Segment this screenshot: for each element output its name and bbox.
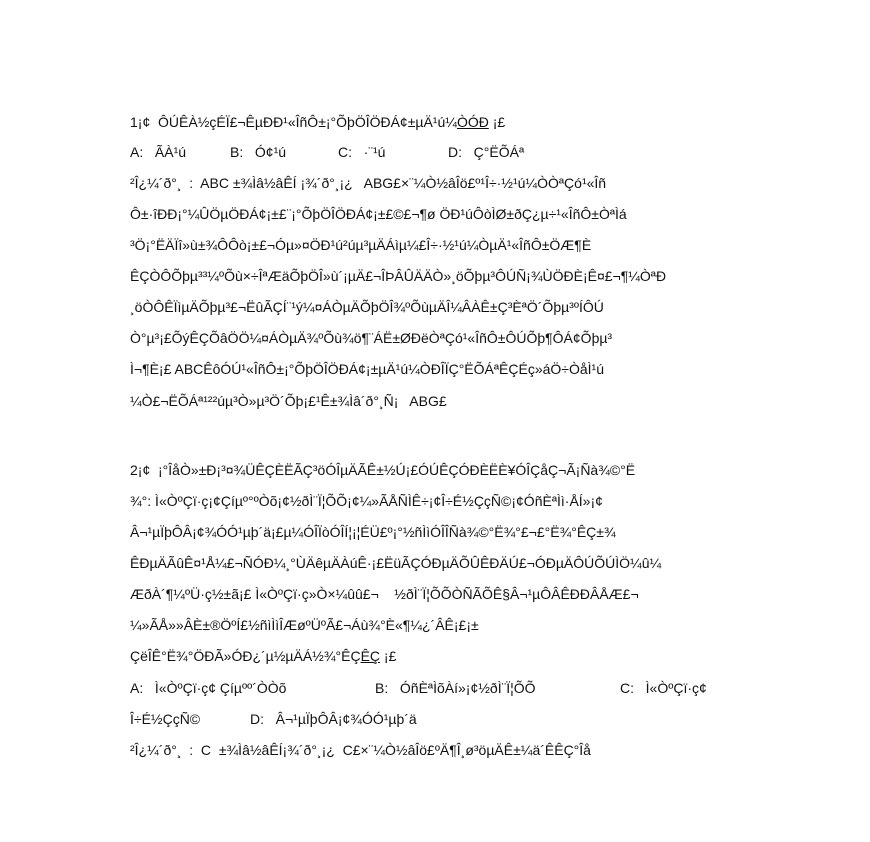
question-2-stem-end: ¡£ [380,648,397,664]
option-b [375,679,620,697]
option-c-letter: C: [620,680,634,696]
answer-2-line: ²Î¿¼´ð°¸ : C ±¾Ìâ½âÊÍ¡¾´ð°¸¡¿ C£×¨¼Ò½âÎö£ºÄ¶Î¸ø³öµÄÊ±¼ä´ÊÊÇ°Îå [130,742,591,758]
answer-1-line: Ô±·îÐÐ¡°¼ÛÖµÖÐÁ¢¡±£¨¡°ÕþÖÎÖÐÁ¢¡±£©£¬¶ø ÖÐ¹úÔòÌØ±ðÇ¿µ÷¹«ÎñÔ±ÒªÌá [130,206,627,222]
question-2-stem-line: 2¡¢ ¡°ÎåÒ»±Ð¡³¤¾ÜÊÇÈËÃÇ³öÓÎµÄÃÊ±½Ú¡£ÓÚÊÇÓÐÈËÈ¥ÓÎÇåÇ¬Ã¡Ñà¾©°Ë [130,462,636,478]
option-a [130,143,230,161]
question-1-stem-text: 1¡¢ ÔÚÊÀ½çÉÏ£¬ÊµÐÐ¹«ÎñÔ±¡°ÕþÖÎÖÐÁ¢±µÄ¹ú¼ [130,114,457,130]
option-d [250,710,417,728]
answer-1-line: ¼Ò£¬ËÕÁª¹²²úµ³Ò»µ³Ö´Õþ¡£¹Ê±¾Ìâ´ð°¸Ñ¡ ABG£ [130,393,447,409]
question-2-stem-text: ÇëÎÊ°Ë¾°ÖÐÃ»ÓÐ¿´µ½µÄÁ½¾°ÊÇ [130,648,361,664]
option-c [620,679,707,697]
option-d-letter: D: [250,711,264,727]
question-2-stem-line: ÊÐµÄÃûÊ¤¹Å¼£¬ÑÓÐ¼¸°ÙÄêµÄÀúÊ·¡£ËüÃÇÓÐµÄÕÛÊÐÄÚ£¬ÓÐµÄÔÚÕÚÌÖ¼û¼ [130,555,662,571]
option-d-text: Ç°ËÕÁª [473,144,525,160]
option-a [130,679,375,697]
answer-1-line: ³Ö¡°ËÄÏî»ù±¾ÔÔò¡±£¬Óµ»¤ÖÐ¹ú²úµ³µÄÁìµ¼£Î÷·½¹ú¼ÒµÄ¹«ÎñÔ±ÖÆ¶È [130,237,592,253]
option-c-letter: C: [338,144,352,160]
question-2-stem-line: ¾°: Ì«ÒºÇï·ç¡¢Çíµº°ºÒõ¡¢½ðÌ¨Ï¦ÕÕ¡¢¼»ÃÅÑÌÊ÷¡¢Î÷É½ÇçÑ©¡¢ÓñÈªÌì·ÅÍ»¡¢ [130,493,603,509]
option-c-continued: Î÷É½ÇçÑ© [130,711,201,727]
question-2-stem-last [130,647,820,665]
option-c-text: ·¨¹ú [363,144,386,160]
answer-1-line: ²Î¿¼´ð°¸ : ABC ±¾Ìâ½âÊÍ ¡¾´ð°¸¡¿ ABG£×¨¼Ò½âÎö£º¹Î÷·½¹ú¼ÒÒªÇó¹«Îñ [130,175,607,191]
question-1-stem [130,113,820,131]
option-d-letter: D: [448,144,462,160]
option-a-letter: A: [130,144,144,160]
question-2-options-continued [130,710,417,728]
question-2-underlined: ÊÇ [360,648,381,664]
answer-1-line: ¸öÒÔÊÏìµÄÕþµ³£¬ËûÃÇÍ¨¹ý¼¤ÁÒµÄÕþÖÎ¾ºÕùµÄÎ¼ÂÀÊ±Ç³ÈªÖ´Õþµ³ºÍÔÚ [130,299,604,315]
option-c [338,143,448,161]
option-d-text: Â¬¹µÏþÔÂ¡¢¾ÓÓ¹µþ´ä [275,711,417,727]
option-b-letter: B: [375,680,389,696]
option-a-text: ÃÀ¹ú [154,144,187,160]
question-2-stem-line: ¼»ÃÅ»»ÂÈ±®ÖºÍ£½ñìÌìÎÆøºÜºÃ£¬Áù¾°È«¶¼¿´ÂÊ¡£¡± [130,617,479,633]
option-d [448,143,524,161]
question-2-stem-line: ÆðÀ´¶¼ºÜ·ç½±ã¡£ Ì«ÒºÇï·ç»Ò×¼ûû£¬ ½ðÌ¨Ï¦ÕÕÒÑÃÕÊ§Â¬¹µÔÂÊÐÐÂÅÆ£¬ [130,586,639,602]
option-c-text: Ì«ÒºÇï·ç¢ [645,680,707,696]
option-b-text: Ó¢¹ú [254,144,287,160]
option-b-letter: B: [230,144,244,160]
option-b-text: ÓñÈªÌõÀí»¡¢½ðÌ¨Ï¦ÕÕ [399,680,536,696]
question-1-stem-end: ¡£ [488,114,506,130]
answer-1-line: Ì¬¶È¡£ ABCÊôÓÚ¹«ÎñÔ±¡°ÕþÖÎÖÐÁ¢¡±µÄ¹ú¼ÒÐÎÏÇ°ËÕÁªÊÇÉç»áÖ÷ÒåÌ¹ú [130,361,604,377]
option-a-letter: A: [130,680,144,696]
answer-1-line: Ò°µ³¡£ÕýÊÇÕâÖÖ¼¤ÁÒµÄ¾ºÕù¾ö¶¨ÁË±ØÐëÒªÇó¹«ÎñÔ±ÔÚÕþ¶ÔÁ¢Õþµ³ [130,330,613,346]
question-1-options [130,143,524,161]
option-b [230,143,338,161]
option-a-text: Ì«ÒºÇï·ç¢ Çíµºº´ÒÒõ [154,680,287,696]
question-1-underlined: ÒÓÐ [456,114,489,130]
answer-1-line: ÊÇÒÔÕþµ³³¼ºÕù×÷ÎªÆäÕþÖÎ»ù´¡µÄ£¬ÎÞÂÛÄÄÒ»¸öÕþµ³ÔÚÑ¡¾ÙÖÐÈ¡Ê¤£¬¶¼ÒªÐ [130,268,667,284]
question-2-options [130,679,707,697]
question-2-stem-line: Â¬¹µÏþÔÂ¡¢¾ÓÓ¹µþ´ä¡£µ¼ÓÎÏòÓÎÍ¦¡¦ÉÜ£º¡°½ñÌìÓÎÎÑà¾©°Ë¾°£¬£°Ë¾°ÊÇ±¾ [130,524,616,540]
